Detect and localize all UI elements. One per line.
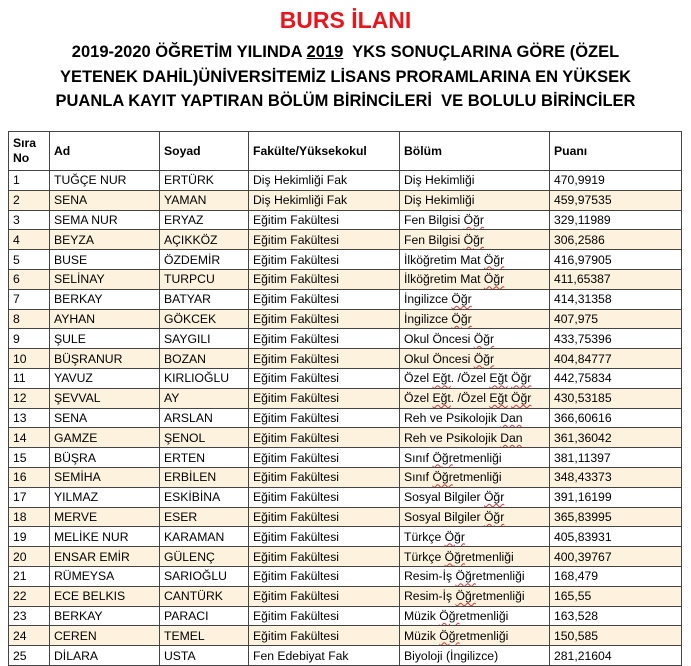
table-body xyxy=(9,171,682,666)
cell-sira-no: 11 xyxy=(9,368,50,388)
cell-soyad: YAMAN xyxy=(160,190,249,210)
cell-ad: CEREN xyxy=(50,626,160,646)
spellcheck-word: Öğr xyxy=(455,589,476,604)
spellcheck-word: Öğr xyxy=(483,272,505,287)
spellcheck-word: Öğr xyxy=(483,252,505,267)
scholarship-table xyxy=(8,131,682,666)
cell-fakulte: Eğitim Fakültesi xyxy=(249,329,400,349)
cell-puan: 391,16199 xyxy=(550,487,682,507)
cell-sira-no: 17 xyxy=(9,487,50,507)
cell-bolum: Türkçe Öğr xyxy=(400,527,550,547)
cell-bolum: Sınıf Öğretmenliği xyxy=(400,448,550,468)
table-row xyxy=(9,646,682,666)
cell-puan: 306,2586 xyxy=(550,230,682,250)
cell-sira-no: 1 xyxy=(9,171,50,191)
cell-puan: 430,53185 xyxy=(550,388,682,408)
cell-fakulte: Eğitim Fakültesi xyxy=(249,626,400,646)
cell-fakulte: Eğitim Fakültesi xyxy=(249,428,400,448)
cell-fakulte: Eğitim Fakültesi xyxy=(249,388,400,408)
cell-fakulte: Eğitim Fakültesi xyxy=(249,349,400,369)
cell-fakulte: Diş Hekimliği Fak xyxy=(249,190,400,210)
cell-bolum: Resim-İş Öğretmenliği xyxy=(400,566,550,586)
cell-bolum: Okul Öncesi Öğr xyxy=(400,329,550,349)
cell-fakulte: Eğitim Fakültesi xyxy=(249,547,400,567)
cell-ad: MERVE xyxy=(50,507,160,527)
cell-fakulte: Fen Edebiyat Fak xyxy=(249,646,400,666)
cell-bolum: Sosyal Bilgiler Öğr xyxy=(400,507,550,527)
cell-bolum: Resim-İş Öğretmenliği xyxy=(400,586,550,606)
spellcheck-word: Öğr xyxy=(439,628,460,643)
cell-bolum: Müzik Öğretmenliği xyxy=(400,606,550,626)
cell-ad: GAMZE xyxy=(50,428,160,448)
spellcheck-word: Dan xyxy=(500,430,523,445)
cell-soyad: TURPCU xyxy=(160,269,249,289)
cell-soyad: ESER xyxy=(160,507,249,527)
cell-soyad: ERYAZ xyxy=(160,210,249,230)
table-row xyxy=(9,626,682,646)
cell-soyad: KIRLIOĞLU xyxy=(160,368,249,388)
cell-fakulte: Eğitim Fakültesi xyxy=(249,586,400,606)
cell-bolum: Biyoloji (İngilizce) xyxy=(400,646,550,666)
cell-fakulte: Eğitim Fakültesi xyxy=(249,606,400,626)
cell-bolum: Okul Öncesi Öğr xyxy=(400,349,550,369)
cell-sira-no: 19 xyxy=(9,527,50,547)
cell-soyad: TEMEL xyxy=(160,626,249,646)
cell-sira-no: 14 xyxy=(9,428,50,448)
cell-bolum: İlköğretim Mat Öğr xyxy=(400,269,550,289)
cell-puan: 411,65387 xyxy=(550,269,682,289)
spellcheck-word: Öğr xyxy=(444,549,465,564)
cell-puan: 150,585 xyxy=(550,626,682,646)
cell-sira-no: 24 xyxy=(9,626,50,646)
cell-sira-no: 8 xyxy=(9,309,50,329)
header-soyad: Soyad xyxy=(160,132,249,171)
header-sira-no-label: Sıra No xyxy=(13,136,37,165)
cell-sira-no: 13 xyxy=(9,408,50,428)
cell-soyad: ESKİBİNA xyxy=(160,487,249,507)
cell-bolum: Sınıf Öğretmenliği xyxy=(400,467,550,487)
spellcheck-word: Öğr xyxy=(483,509,505,524)
cell-fakulte: Eğitim Fakültesi xyxy=(249,250,400,270)
cell-ad: ŞEVVAL xyxy=(50,388,160,408)
cell-puan: 459,97535 xyxy=(550,190,682,210)
cell-soyad: BOZAN xyxy=(160,349,249,369)
cell-ad: TUĞÇE NUR xyxy=(50,171,160,191)
cell-puan: 329,11989 xyxy=(550,210,682,230)
cell-fakulte: Eğitim Fakültesi xyxy=(249,210,400,230)
cell-puan: 165,55 xyxy=(550,586,682,606)
cell-soyad: ÖZDEMİR xyxy=(160,250,249,270)
cell-sira-no: 6 xyxy=(9,269,50,289)
cell-puan: 163,528 xyxy=(550,606,682,626)
cell-soyad: GÖKCEK xyxy=(160,309,249,329)
cell-bolum: Sosyal Bilgiler Öğr xyxy=(400,487,550,507)
cell-soyad: GÜLENÇ xyxy=(160,547,249,567)
spellcheck-word: Öğr xyxy=(473,351,495,366)
cell-ad: BUSE xyxy=(50,250,160,270)
cell-fakulte: Eğitim Fakültesi xyxy=(249,487,400,507)
spellcheck-word: Öğr xyxy=(432,470,453,485)
page-subtitle xyxy=(0,40,691,114)
cell-bolum: Türkçe Öğretmenliği xyxy=(400,547,550,567)
cell-bolum: Müzik Öğretmenliği xyxy=(400,626,550,646)
cell-bolum: Fen Bilgisi Öğr xyxy=(400,210,550,230)
cell-ad: ENSAR EMİR xyxy=(50,547,160,567)
cell-sira-no: 5 xyxy=(9,250,50,270)
cell-fakulte: Eğitim Fakültesi xyxy=(249,566,400,586)
cell-puan: 433,75396 xyxy=(550,329,682,349)
cell-ad: BÜŞRANUR xyxy=(50,349,160,369)
cell-bolum: İlköğretim Mat Öğr xyxy=(400,250,550,270)
cell-fakulte: Eğitim Fakültesi xyxy=(249,309,400,329)
cell-sira-no: 25 xyxy=(9,646,50,666)
spellcheck-word: Eğt xyxy=(489,391,508,406)
cell-puan: 407,975 xyxy=(550,309,682,329)
cell-soyad: ERBİLEN xyxy=(160,467,249,487)
cell-ad: SELİNAY xyxy=(50,269,160,289)
cell-ad: SEMİHA xyxy=(50,467,160,487)
cell-sira-no: 22 xyxy=(9,586,50,606)
spellcheck-word: Öğr xyxy=(483,490,505,505)
cell-bolum: Özel Eğt. /Özel Eğt Öğr xyxy=(400,368,550,388)
cell-sira-no: 7 xyxy=(9,289,50,309)
cell-puan: 365,83995 xyxy=(550,507,682,527)
cell-soyad: USTA xyxy=(160,646,249,666)
cell-soyad: AY xyxy=(160,388,249,408)
table-row xyxy=(9,566,682,586)
spellcheck-word: Öğr xyxy=(511,371,532,386)
cell-ad: ECE BELKIS xyxy=(50,586,160,606)
table-row xyxy=(9,507,682,527)
cell-ad: MELİKE NUR xyxy=(50,527,160,547)
cell-sira-no: 18 xyxy=(9,507,50,527)
cell-puan: 470,9919 xyxy=(550,171,682,191)
cell-ad: DİLARA xyxy=(50,646,160,666)
table-row xyxy=(9,547,682,567)
cell-sira-no: 23 xyxy=(9,606,50,626)
cell-fakulte: Eğitim Fakültesi xyxy=(249,368,400,388)
table-row xyxy=(9,190,682,210)
spellcheck-word: Öğr xyxy=(439,608,460,623)
table-row xyxy=(9,428,682,448)
cell-fakulte: Eğitim Fakültesi xyxy=(249,269,400,289)
cell-puan: 442,75834 xyxy=(550,368,682,388)
table-row xyxy=(9,586,682,606)
table-row xyxy=(9,467,682,487)
spellcheck-word: Öğr xyxy=(444,529,465,544)
cell-bolum: Fen Bilgisi Öğr xyxy=(400,230,550,250)
page-title: BURS İLANI xyxy=(279,7,412,33)
cell-fakulte: Eğitim Fakültesi xyxy=(249,408,400,428)
cell-ad: BÜŞRA xyxy=(50,448,160,468)
table-row xyxy=(9,368,682,388)
cell-fakulte: Eğitim Fakültesi xyxy=(249,527,400,547)
table-row xyxy=(9,487,682,507)
cell-bolum: Diş Hekimliği xyxy=(400,171,550,191)
cell-puan: 366,60616 xyxy=(550,408,682,428)
cell-soyad: KARAMAN xyxy=(160,527,249,547)
subtitle-year-underlined: 2019 xyxy=(306,43,344,61)
cell-bolum: Reh ve Psikolojik Dan xyxy=(400,408,550,428)
cell-sira-no: 10 xyxy=(9,349,50,369)
table-row xyxy=(9,527,682,547)
table-row xyxy=(9,289,682,309)
header-bolum: Bölüm xyxy=(400,132,550,171)
cell-puan: 381,11397 xyxy=(550,448,682,468)
cell-puan: 400,39767 xyxy=(550,547,682,567)
spellcheck-word: Öğr xyxy=(455,569,476,584)
table-row xyxy=(9,388,682,408)
table-row xyxy=(9,230,682,250)
cell-ad: BEYZA xyxy=(50,230,160,250)
cell-soyad: ARSLAN xyxy=(160,408,249,428)
spellcheck-word: Eğt xyxy=(489,371,508,386)
cell-soyad: CANTÜRK xyxy=(160,586,249,606)
cell-fakulte: Eğitim Fakültesi xyxy=(249,467,400,487)
cell-bolum: İngilizce Öğr xyxy=(400,289,550,309)
spellcheck-word: Öğr xyxy=(451,311,472,326)
table-row xyxy=(9,408,682,428)
table-row xyxy=(9,269,682,289)
cell-sira-no: 15 xyxy=(9,448,50,468)
header-sira-no xyxy=(9,132,50,171)
table-row xyxy=(9,210,682,230)
header-ad: Ad xyxy=(50,132,160,171)
cell-puan: 416,97905 xyxy=(550,250,682,270)
spellcheck-word: Eğt xyxy=(432,371,451,386)
cell-soyad: SARIOĞLU xyxy=(160,566,249,586)
cell-fakulte: Eğitim Fakültesi xyxy=(249,230,400,250)
cell-sira-no: 9 xyxy=(9,329,50,349)
subtitle-line-2: YETENEK DAHİL)ÜNİVERSİTEMİZ LİSANS PRORAMLARINA EN YÜKSEK xyxy=(59,67,632,86)
spellcheck-word: Eğt xyxy=(432,391,451,406)
table-row xyxy=(9,448,682,468)
cell-ad: ŞULE xyxy=(50,329,160,349)
cell-puan: 414,31358 xyxy=(550,289,682,309)
cell-soyad: AÇIKKÖZ xyxy=(160,230,249,250)
cell-ad: SEMA NUR xyxy=(50,210,160,230)
cell-soyad: BATYAR xyxy=(160,289,249,309)
spellcheck-word: Öğr xyxy=(511,391,532,406)
cell-sira-no: 2 xyxy=(9,190,50,210)
table-row xyxy=(9,309,682,329)
subtitle-line-3: PUANLA KAYIT YAPTIRAN BÖLÜM BİRİNCİLERİ VE BOLULU BİRİNCİLER xyxy=(55,92,636,110)
table-header-row xyxy=(9,132,682,171)
table-row xyxy=(9,171,682,191)
cell-ad: SENA xyxy=(50,190,160,210)
table-row xyxy=(9,329,682,349)
cell-soyad: ERTÜRK xyxy=(160,171,249,191)
cell-fakulte: Eğitim Fakültesi xyxy=(249,448,400,468)
spellcheck-word: Öğr xyxy=(432,450,453,465)
cell-sira-no: 4 xyxy=(9,230,50,250)
subtitle-line-1-part-a: 2019-2020 ÖĞRETİM YILINDA xyxy=(71,43,307,61)
cell-puan: 361,36042 xyxy=(550,428,682,448)
spellcheck-word: Öğr xyxy=(451,292,472,307)
cell-sira-no: 20 xyxy=(9,547,50,567)
spellcheck-word: Öğr xyxy=(463,212,484,227)
table-row xyxy=(9,250,682,270)
cell-sira-no: 21 xyxy=(9,566,50,586)
cell-ad: YAVUZ xyxy=(50,368,160,388)
cell-soyad: ERTEN xyxy=(160,448,249,468)
cell-ad: SENA xyxy=(50,408,160,428)
cell-ad: RÜMEYSA xyxy=(50,566,160,586)
table-row xyxy=(9,349,682,369)
subtitle-line-1 xyxy=(0,40,691,65)
spellcheck-word: Öğr xyxy=(473,331,495,346)
cell-fakulte: Eğitim Fakültesi xyxy=(249,507,400,527)
cell-sira-no: 16 xyxy=(9,467,50,487)
cell-ad: BERKAY xyxy=(50,606,160,626)
cell-puan: 348,43373 xyxy=(550,467,682,487)
cell-ad: YILMAZ xyxy=(50,487,160,507)
header-fakulte: Fakülte/Yüksekokul xyxy=(249,132,400,171)
cell-bolum: İngilizce Öğr xyxy=(400,309,550,329)
cell-ad: AYHAN xyxy=(50,309,160,329)
cell-soyad: SAYGILI xyxy=(160,329,249,349)
spellcheck-word: Öğr xyxy=(463,232,484,247)
header-puan: Puanı xyxy=(550,132,682,171)
subtitle-line-1-part-b: YKS SONUÇLARINA GÖRE (ÖZEL xyxy=(343,43,620,61)
cell-puan: 168,479 xyxy=(550,566,682,586)
cell-soyad: ŞENOL xyxy=(160,428,249,448)
cell-puan: 404,84777 xyxy=(550,349,682,369)
cell-sira-no: 3 xyxy=(9,210,50,230)
cell-ad: BERKAY xyxy=(50,289,160,309)
cell-bolum: Reh ve Psikolojik Dan xyxy=(400,428,550,448)
cell-bolum: Diş Hekimliği xyxy=(400,190,550,210)
cell-bolum: Özel Eğt. /Özel Eğt Öğr xyxy=(400,388,550,408)
cell-puan: 281,21604 xyxy=(550,646,682,666)
cell-puan: 405,83931 xyxy=(550,527,682,547)
cell-fakulte: Diş Hekimliği Fak xyxy=(249,171,400,191)
table-row xyxy=(9,606,682,626)
cell-fakulte: Eğitim Fakültesi xyxy=(249,289,400,309)
cell-sira-no: 12 xyxy=(9,388,50,408)
spellcheck-word: Dan xyxy=(500,410,523,425)
cell-soyad: PARACI xyxy=(160,606,249,626)
